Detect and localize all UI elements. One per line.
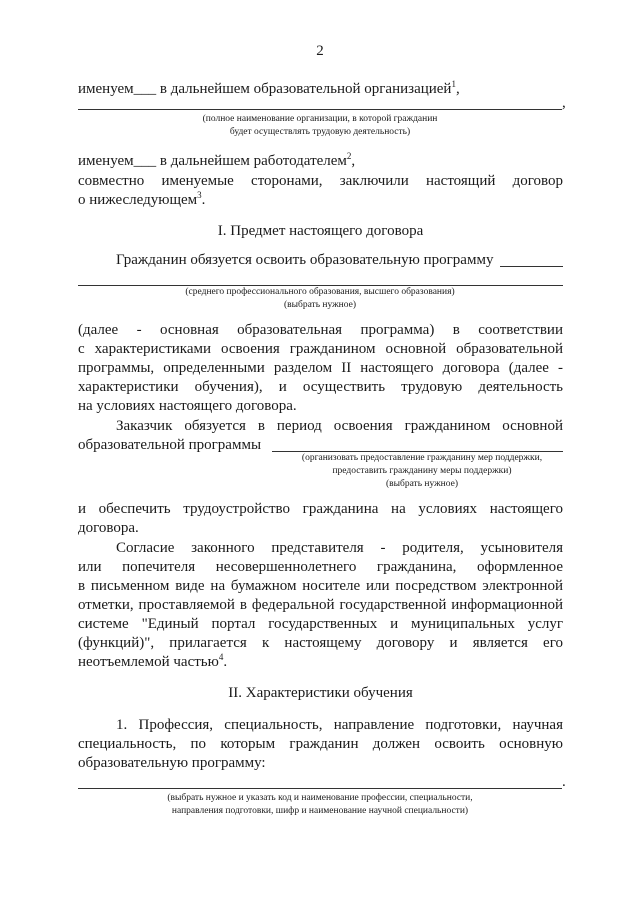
consent-line-7	[78, 653, 563, 673]
named-education-org-text: именуем___ в дальнейшем образовательной организацией	[78, 81, 452, 97]
para1-line-1: (далее - основная образовательная программа) в соответствии	[78, 322, 563, 338]
section-1-heading: I. Предмет настоящего договора	[217, 223, 424, 239]
org-hint-line-2: будет осуществлять трудовую деятельность)	[229, 127, 411, 137]
org-hint-line-1: (полное наименование организации, в которой гражданин	[202, 114, 438, 124]
customer-line-1: Заказчик обязуется в период освоения гражданином основной	[116, 418, 563, 434]
customer-line-2: образовательной программы	[78, 437, 262, 453]
period: .	[223, 654, 228, 670]
item1-line-3: образовательную программу:	[78, 755, 266, 771]
item1-line-2: специальность, по которым гражданин должен освоить основную	[78, 736, 563, 752]
consent-line-5: системе "Единый портал государственных и муниципальных услуг	[78, 616, 563, 632]
comma: ,	[455, 81, 460, 97]
footnote-4: 4	[218, 652, 224, 662]
org-line-comma: ,	[562, 95, 566, 111]
para1-line-2: с характеристиками освоения гражданином основной образовательной	[78, 341, 563, 357]
consent-line-4: отметки, проставляемой в федеральной государственной информационной	[78, 597, 563, 613]
obligation-text: Гражданин обязуется освоить образовательную программу	[116, 252, 494, 268]
program-hint-line-1: (среднего профессионального образования, высшего образования)	[185, 287, 455, 297]
program-hint-line-2: (выбрать нужное)	[283, 300, 357, 310]
named-education-org-line	[78, 80, 568, 100]
consent-line-3: в письменном виде на бумажном носителе или посредством электронной	[78, 578, 563, 594]
profession-blank-line[interactable]	[78, 788, 562, 789]
parties-line: совместно именуемые сторонами, заключили настоящий договор	[78, 173, 563, 189]
support-hint-line-3: (выбрать нужное)	[385, 479, 459, 489]
consent-last-text: неотъемлемой частью	[78, 654, 219, 670]
profession-hint-line-2: направления подготовки, шифр и наименование научной специальности)	[171, 806, 469, 816]
footnote-2: 2	[346, 151, 352, 161]
item1-line-1: 1. Профессия, специальность, направление подготовки, научная	[116, 717, 563, 733]
page-number: 2	[316, 43, 324, 59]
consent-line-2: или попечителя несовершеннолетнего гражданина, оформленное	[78, 559, 563, 575]
section-2-heading: II. Характеристики обучения	[228, 685, 413, 701]
support-hint-line-2: предоставить гражданину меры поддержки)	[332, 466, 512, 476]
support-hint	[272, 452, 572, 491]
footnote-3: 3	[197, 190, 202, 200]
profession-hint	[110, 792, 530, 818]
named-employer-line	[78, 152, 568, 172]
para1-line-4: характеристики обучения), и осуществить трудовую деятельность	[78, 379, 563, 395]
profession-line-dot: .	[562, 774, 566, 790]
period: .	[201, 192, 206, 208]
profession-hint-line-1: (выбрать нужное и указать код и наименование профессии, специальности,	[167, 793, 473, 803]
program-hint	[120, 286, 520, 312]
consent-line-1: Согласие законного представителя - родителя, усыновителя	[116, 540, 563, 556]
para1-line-5: на условиях настоящего договора.	[78, 398, 297, 414]
para1-line-3: программы, определенными разделом II настоящего договора (далее -	[78, 360, 563, 376]
parties-line-2-text: о нижеследующем	[78, 192, 198, 208]
org-name-blank-line[interactable]	[78, 109, 562, 110]
comma: ,	[351, 153, 356, 169]
footnote-1: 1	[451, 79, 456, 89]
parties-line-end	[78, 191, 563, 211]
employ-line-1: и обеспечить трудоустройство гражданина на условиях настоящего	[78, 501, 563, 517]
support-hint-line-1: (организовать предоставление гражданину мер поддержки,	[301, 453, 543, 463]
consent-line-6: (функций)", прилагается к настоящему договору и является его	[78, 635, 563, 651]
employ-line-2: договора.	[78, 520, 139, 536]
program-blank-short[interactable]	[500, 266, 563, 267]
org-name-hint	[150, 113, 490, 139]
named-employer-text: именуем___ в дальнейшем работодателем	[78, 153, 347, 169]
